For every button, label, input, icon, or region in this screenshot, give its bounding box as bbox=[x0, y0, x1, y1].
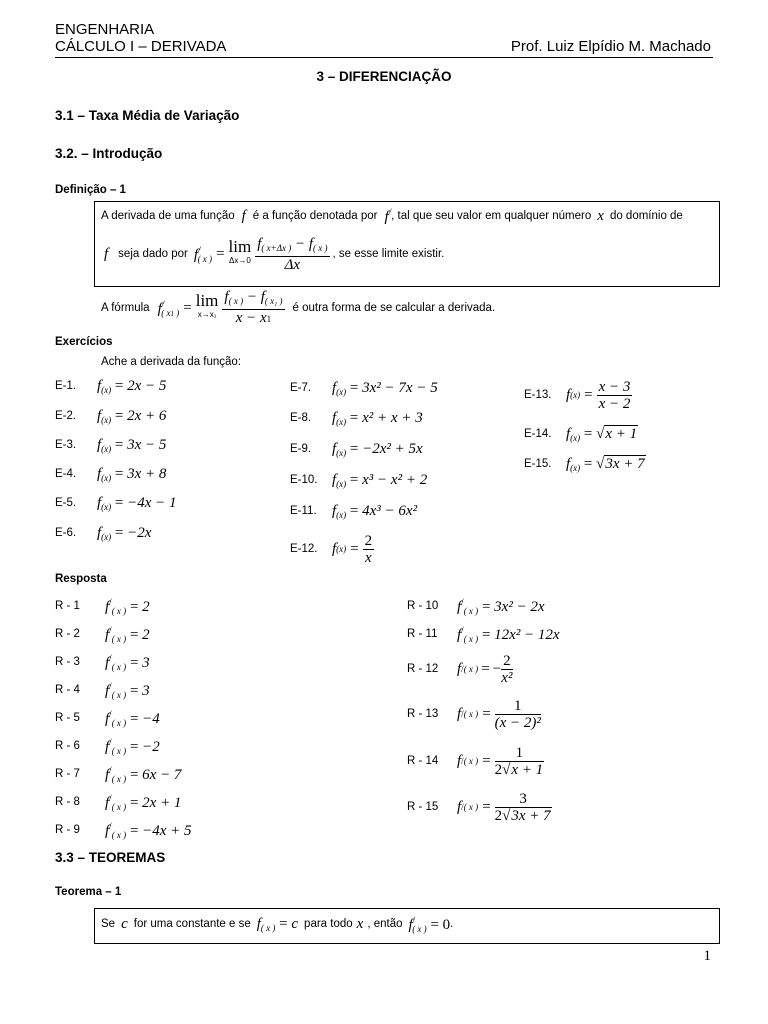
answer-item: R - 15 f / ( x ) = $\frac{3}{2√3x + 7}$ bbox=[407, 790, 551, 824]
theorem-text: Se c for uma constante e se $f_{( x )} = c$ para todo x , então $f^/_{( x )} = 0$ . bbox=[101, 914, 454, 934]
exercise-item: E-1. $f_{(x)} = 2x - 5$ bbox=[55, 377, 167, 395]
exercises-instruction: Ache a derivada da função: bbox=[101, 356, 242, 368]
answer-item: R - 3 $f^/_{( x )} = 3$ bbox=[55, 652, 150, 672]
exercise-item: E-3. $f_{(x)} = 3x - 5$ bbox=[55, 436, 167, 454]
answer-item: R - 1 $f^/_{( x )} = 2$ bbox=[55, 596, 150, 616]
definition-text-d: do domínio de bbox=[609, 210, 683, 222]
professor-name: Prof. Luiz Elpídio M. Machado bbox=[510, 38, 711, 55]
answers-heading: Resposta bbox=[55, 573, 107, 585]
definition-text-c: , tal que seu valor em qualquer número bbox=[391, 210, 592, 222]
f-symbol: f bbox=[241, 207, 246, 224]
f-prime-symbol: f/ bbox=[384, 206, 392, 225]
subject-name: CÁLCULO I – DERIVADA bbox=[55, 38, 227, 55]
section-3-3-heading: 3.3 – TEOREMAS bbox=[55, 850, 166, 865]
answer-item: R - 8 $f^/_{( x )} = 2x + 1$ bbox=[55, 792, 182, 812]
definition-heading: Definição – 1 bbox=[55, 184, 126, 196]
alt-formula: $f^/_{( x1 )}$ = lim x→x₁ $\frac{f_{( x )} - f_{( x_1 )}}{x - x1}$ bbox=[157, 289, 283, 326]
alt-formula-suffix: é outra forma de se calcular a derivada. bbox=[292, 302, 496, 314]
definition-text-a: A derivada de uma função bbox=[101, 210, 235, 222]
answer-item: R - 10 $f^/_{( x )} = 3x^2 - 2x$ bbox=[407, 596, 545, 616]
exercise-item: E-14. $f_{(x)} = √x + 1$ bbox=[524, 425, 638, 443]
page-number: 1 bbox=[703, 948, 711, 964]
theorem-text-d: , então bbox=[367, 918, 403, 930]
answer-item: R - 12 f / ( x ) = − $\frac{2}{\text{x²}}$ bbox=[407, 652, 513, 686]
section-3-2-heading: 3.2. – Introdução bbox=[55, 146, 163, 161]
answer-item: R - 13 f / ( x ) = $\frac{1}{\text{(x − 2)²}}$ bbox=[407, 697, 541, 731]
c-symbol: c bbox=[121, 915, 128, 932]
answer-item: R - 2 $f^/_{( x )} = 2$ bbox=[55, 624, 150, 644]
zero-derivative: $f^/_{( x )} = 0$ bbox=[408, 914, 451, 934]
section-3-1-heading: 3.1 – Taxa Média de Variação bbox=[55, 108, 240, 123]
chapter-title: 3 – DIFERENCIAÇÃO bbox=[316, 69, 452, 84]
alt-formula-line bbox=[101, 286, 495, 330]
constant-function: $f_{( x )} = c$ bbox=[256, 915, 299, 933]
exercise-item: E-5. $f_{(x)} = -4x - 1$ bbox=[55, 494, 177, 512]
exercise-item: E-13. f (x) = $\frac{x - 3}{x - 2}$ bbox=[524, 378, 631, 412]
exercise-item: E-6. $f_{(x)} = -2x$ bbox=[55, 524, 152, 542]
definition-text-e: seja dado por bbox=[118, 248, 188, 260]
exercises-heading: Exercícios bbox=[55, 336, 113, 348]
derivative-limit-formula: $f^/_{( x )}$ = lim Δx→0 $\frac{f_{( x+\Delta x )} - f_{( x )}}{\Delta x}$ bbox=[193, 235, 328, 273]
answer-item: R - 7 $f^/_{( x )} = 6x - 7$ bbox=[55, 764, 182, 784]
exercise-item: E-4. $f_{(x)} = 3x + 8$ bbox=[55, 465, 167, 483]
theorem-text-a: Se bbox=[101, 918, 116, 930]
exercise-item: E-2. $f_{(x)} = 2x + 6$ bbox=[55, 407, 167, 425]
answer-item: R - 11 $f^/_{( x )} = 12x^2 - 12x$ bbox=[407, 624, 560, 644]
alt-formula-prefix: A fórmula bbox=[101, 302, 150, 314]
definition-line-2 bbox=[104, 232, 444, 276]
theorem-text-b: for uma constante e se bbox=[133, 918, 251, 930]
exercise-item: E-7. $f_{(x)} = 3x^2 - 7x - 5$ bbox=[290, 379, 438, 397]
definition-text-b: é a função denotada por bbox=[252, 210, 378, 222]
theorem-text-c: para todo bbox=[304, 918, 353, 930]
f-symbol-2: f bbox=[104, 245, 109, 262]
x-symbol-2: x bbox=[356, 915, 364, 932]
header-rule bbox=[55, 57, 713, 58]
theorem-heading: Teorema – 1 bbox=[55, 886, 122, 898]
x-symbol: x bbox=[597, 207, 604, 224]
exercise-item: E-15. $f_{(x)} = √3x + 7$ bbox=[524, 455, 645, 473]
definition-text-f: , se esse limite existir. bbox=[332, 248, 445, 260]
exercise-item: E-11. $f_{(x)} = 4x^3 - 6x^2$ bbox=[290, 502, 418, 520]
answer-item: R - 9 $f^/_{( x )} = -4x + 5$ bbox=[55, 820, 192, 840]
exercise-item: E-12. f (x) = $\frac{2}{x}$ bbox=[290, 532, 373, 566]
answer-item: R - 4 $f^/_{( x )} = 3$ bbox=[55, 680, 150, 700]
exercise-item: E-8. $f_{(x)} = x^2 + x + 3$ bbox=[290, 409, 423, 427]
course-name: ENGENHARIA bbox=[55, 21, 155, 38]
definition-line-1 bbox=[101, 206, 683, 226]
exercise-item: E-10. $f_{(x)} = x^3 - x^2 + 2$ bbox=[290, 471, 428, 489]
answer-item: R - 5 $f^/_{( x )} = -4$ bbox=[55, 708, 160, 728]
answer-item: R - 6 $f^/_{( x )} = -2$ bbox=[55, 736, 160, 756]
answer-item: R - 14 f / ( x ) = $\frac{1}{2√x + 1}$ bbox=[407, 744, 544, 778]
exercise-item: E-9. $f_{(x)} = -2x^2 + 5x$ bbox=[290, 440, 423, 458]
